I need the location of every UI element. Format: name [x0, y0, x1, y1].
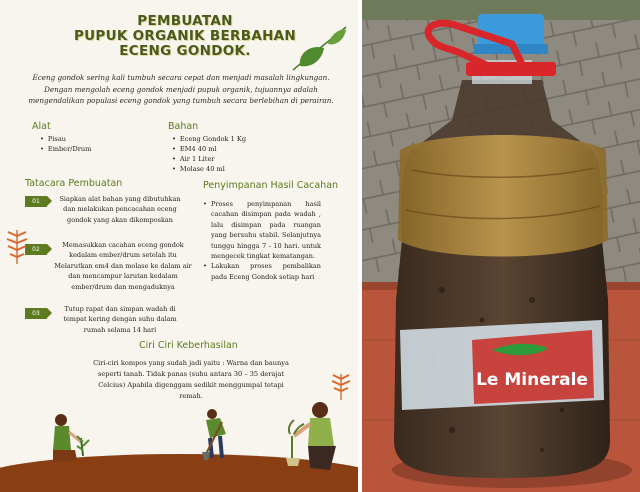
penyimpanan-item: • Proses penyimpanan hasil cacahan disimpan pada wadah , lalu disimpan pada ruangan yang bersuhu stabil. Selanjutnya tunggu hingga 7 - 10 hari. untuk mengecek tingkat kematangan. — [203, 199, 321, 261]
step-text: Siapkan alat bahan yang dibutuhkan dan melakukan pencacahan eceng gondok yang akan dikomposkan — [59, 195, 181, 224]
ciri-paragraph: Ciri-ciri kompos yang sudah jadi yaitu : Warna dan baunya seperti tanah. Tidak panas (suhu antara 30 – 35 derajat Celcius) Apabila digenggam sedikit menggumpal tetapi remah. — [93, 359, 289, 400]
alat-item: • Pisau — [40, 134, 91, 144]
penyimpanan-item: • Lakukan proses pembalikan pada Eceng Gondok setiap hari — [203, 261, 321, 282]
step-number-badge: 03 — [25, 308, 47, 319]
title-line-2: PUPUK ORGANIK BERBAHAN — [73, 28, 297, 44]
tape-wrap — [398, 135, 608, 257]
penyimpanan-heading: Penyimpanan Hasil Cacahan — [203, 180, 339, 191]
bahan-item: • Eceng Gondok 1 Kg — [172, 134, 246, 144]
fern-leaf-icon — [6, 228, 28, 264]
penyimpanan-list — [203, 199, 321, 282]
bottle-photo — [362, 0, 640, 492]
fern-leaf-icon — [331, 372, 351, 400]
step-text: Memasukkan cacahan eceng gondok kedalam ember/drum setelah itu Melarutkan em4 dan molase ke dalam air dan mencampur larutan kedalam ember/drum dan mengaduknya — [54, 241, 192, 291]
bahan-item: • EM4 40 ml — [172, 144, 246, 154]
photo-scene — [362, 0, 640, 492]
bahan-item: • Molase 40 ml — [172, 164, 246, 174]
tatacara-heading: Tatacara Pembuatan — [25, 178, 123, 189]
ciri-heading: Ciri Ciri Keberhasilan — [139, 340, 238, 351]
gardener-illustration — [196, 408, 238, 466]
intro-paragraph: Eceng gondok sering kali tumbuh secara cepat dan menjadi masalah lingkungan. Dengan mengolah eceng gondok menjadi pupuk organik, tujuannya adalah mengendalikan populasi eceng gondok yang tumbuh secara berlebihan di perairan. — [28, 73, 334, 105]
title-line-3: ECENG GONDOK. — [119, 43, 251, 59]
alat-heading: Alat — [32, 121, 51, 132]
title-line-1: PEMBUATAN — [137, 13, 233, 29]
poster-title — [60, 14, 310, 59]
bahan-list — [172, 134, 246, 174]
gardener-illustration — [280, 400, 350, 480]
bahan-item: • Air 1 Liter — [172, 154, 246, 164]
step-number-badge: 01 — [25, 196, 47, 207]
alat-list — [40, 134, 91, 154]
step-number-badge: 02 — [25, 244, 47, 255]
gardener-illustration — [45, 412, 95, 474]
alat-item: • Ember/Drum — [40, 144, 91, 154]
bottle-brand-text: Le Minerale — [476, 370, 588, 390]
step-text: Tutup rapat dan simpan wadah di tempat kering dengan suhu dalam rumah selama 14 hari — [63, 305, 177, 334]
bahan-heading: Bahan — [168, 121, 199, 132]
